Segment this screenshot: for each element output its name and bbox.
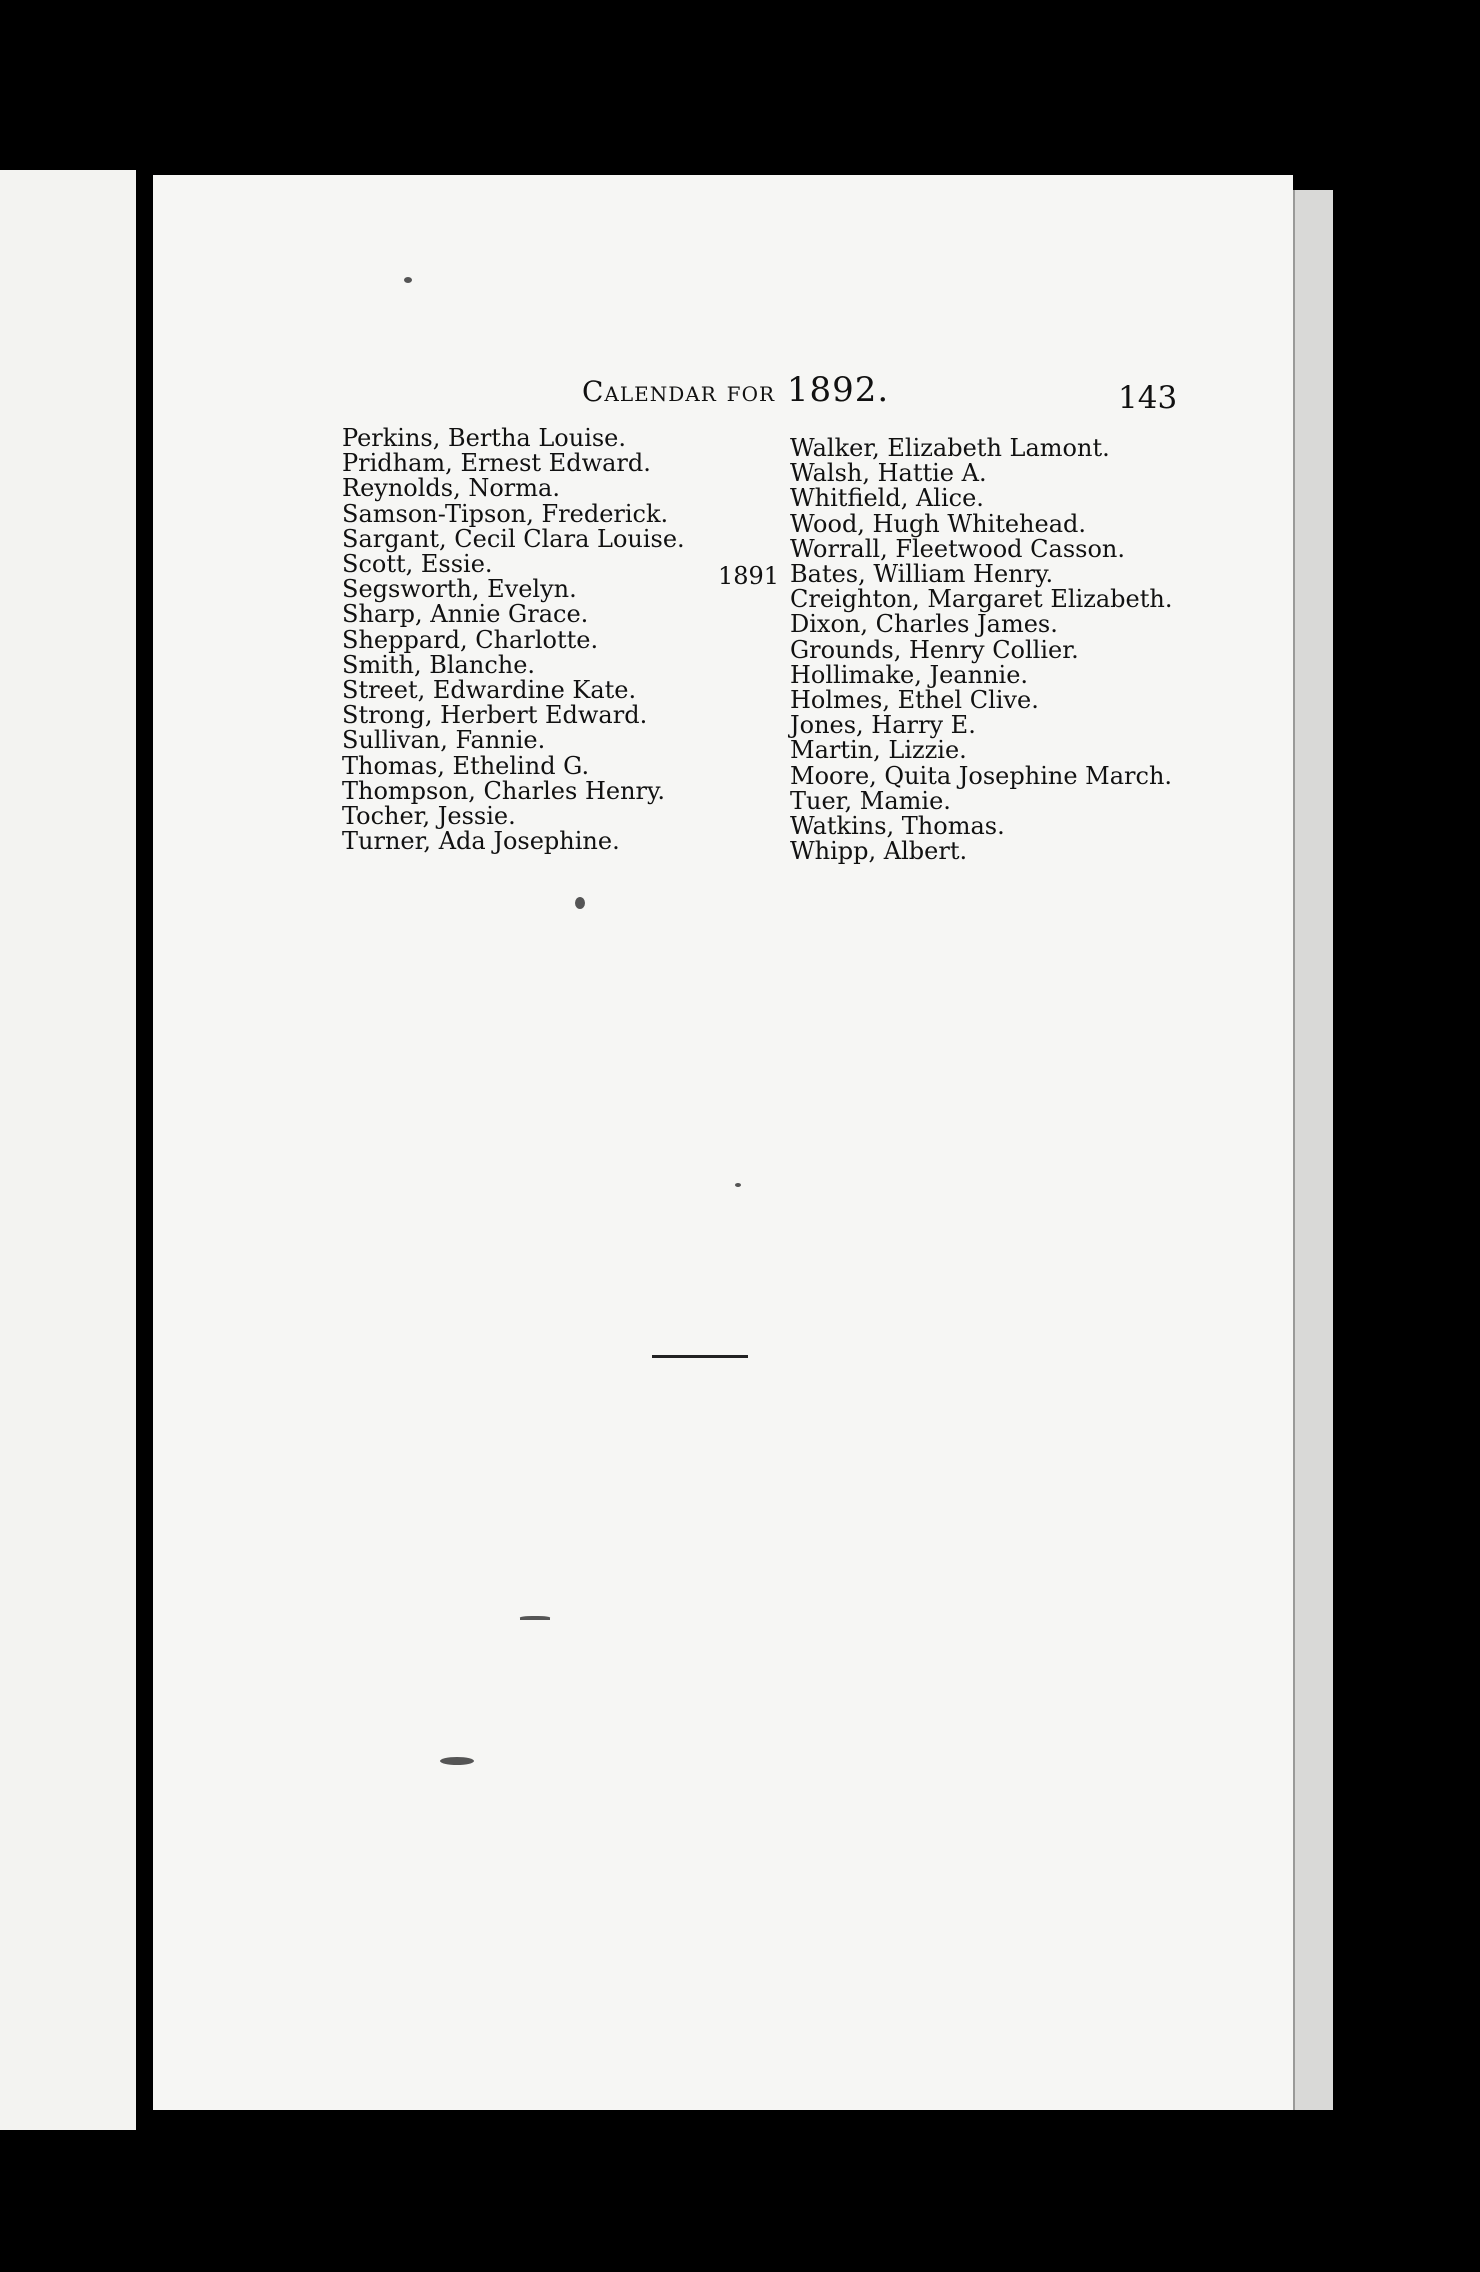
list-item: Holmes, Ethel Clive. bbox=[790, 686, 1039, 715]
list-item: Turner, Ada Josephine. bbox=[342, 827, 620, 856]
ink-speck bbox=[575, 897, 585, 909]
list-item: Thompson, Charles Henry. bbox=[342, 776, 666, 805]
list-item: Scott, Essie. bbox=[342, 550, 493, 579]
list-item: Whipp, Albert. bbox=[790, 837, 968, 866]
list-item: Perkins, Bertha Louise. bbox=[342, 424, 627, 452]
list-item: Smith, Blanche. bbox=[342, 650, 536, 679]
list-item: Martin, Lizzie. bbox=[790, 736, 967, 765]
page-number: 143 bbox=[1118, 380, 1178, 416]
list-item: Tuer, Mamie. bbox=[790, 786, 951, 815]
ink-speck bbox=[735, 1183, 741, 1187]
list-item: Sullivan, Fannie. bbox=[342, 726, 546, 755]
ink-speck bbox=[440, 1757, 474, 1765]
list-item: Walker, Elizabeth Lamont. bbox=[790, 434, 1110, 462]
list-item: Worrall, Fleetwood Casson. bbox=[790, 534, 1126, 563]
page-title-year: 1892. bbox=[786, 370, 890, 410]
page-stack-edge bbox=[1293, 190, 1333, 2110]
names-list-left bbox=[342, 426, 685, 854]
list-item: Watkins, Thomas. bbox=[790, 812, 1005, 841]
list-item: Street, Edwardine Kate. bbox=[342, 676, 637, 705]
list-item: Reynolds, Norma. bbox=[342, 474, 560, 503]
list-item: Hollimake, Jeannie. bbox=[790, 660, 1029, 689]
list-item: Dixon, Charles James. bbox=[790, 610, 1058, 639]
list-item: Wood, Hugh Whitehead. bbox=[790, 509, 1087, 538]
list-item: Segsworth, Evelyn. bbox=[342, 575, 577, 604]
list-item: Pridham, Ernest Edward. bbox=[342, 449, 651, 478]
list-item: Grounds, Henry Collier. bbox=[790, 635, 1079, 664]
list-item: Tocher, Jessie. bbox=[342, 802, 516, 831]
facing-page-edge bbox=[0, 170, 136, 2130]
ink-speck bbox=[404, 277, 412, 283]
list-item: Sheppard, Charlotte. bbox=[342, 625, 599, 654]
page-title bbox=[582, 370, 889, 410]
list-item: Sharp, Annie Grace. bbox=[342, 600, 589, 629]
list-item: Whitfield, Alice. bbox=[790, 484, 984, 513]
list-item: Thomas, Ethelind G. bbox=[342, 751, 590, 780]
ink-speck bbox=[520, 1616, 550, 1620]
list-item: Bates, William Henry. bbox=[790, 560, 1054, 589]
page-title-prefix: Calendar for bbox=[582, 375, 776, 408]
list-item: Creighton, Margaret Elizabeth. bbox=[790, 585, 1173, 614]
list-item: Strong, Herbert Edward. bbox=[342, 701, 648, 730]
list-item: Walsh, Hattie A. bbox=[790, 459, 987, 488]
list-item: Jones, Harry E. bbox=[790, 711, 976, 740]
list-item: Sargant, Cecil Clara Louise. bbox=[342, 524, 685, 553]
year-label: 1891 bbox=[718, 562, 780, 590]
list-item: Samson-Tipson, Frederick. bbox=[342, 499, 669, 528]
list-item: Moore, Quita Josephine March. bbox=[790, 761, 1173, 790]
section-rule bbox=[652, 1355, 748, 1358]
names-list-right bbox=[790, 436, 1172, 864]
